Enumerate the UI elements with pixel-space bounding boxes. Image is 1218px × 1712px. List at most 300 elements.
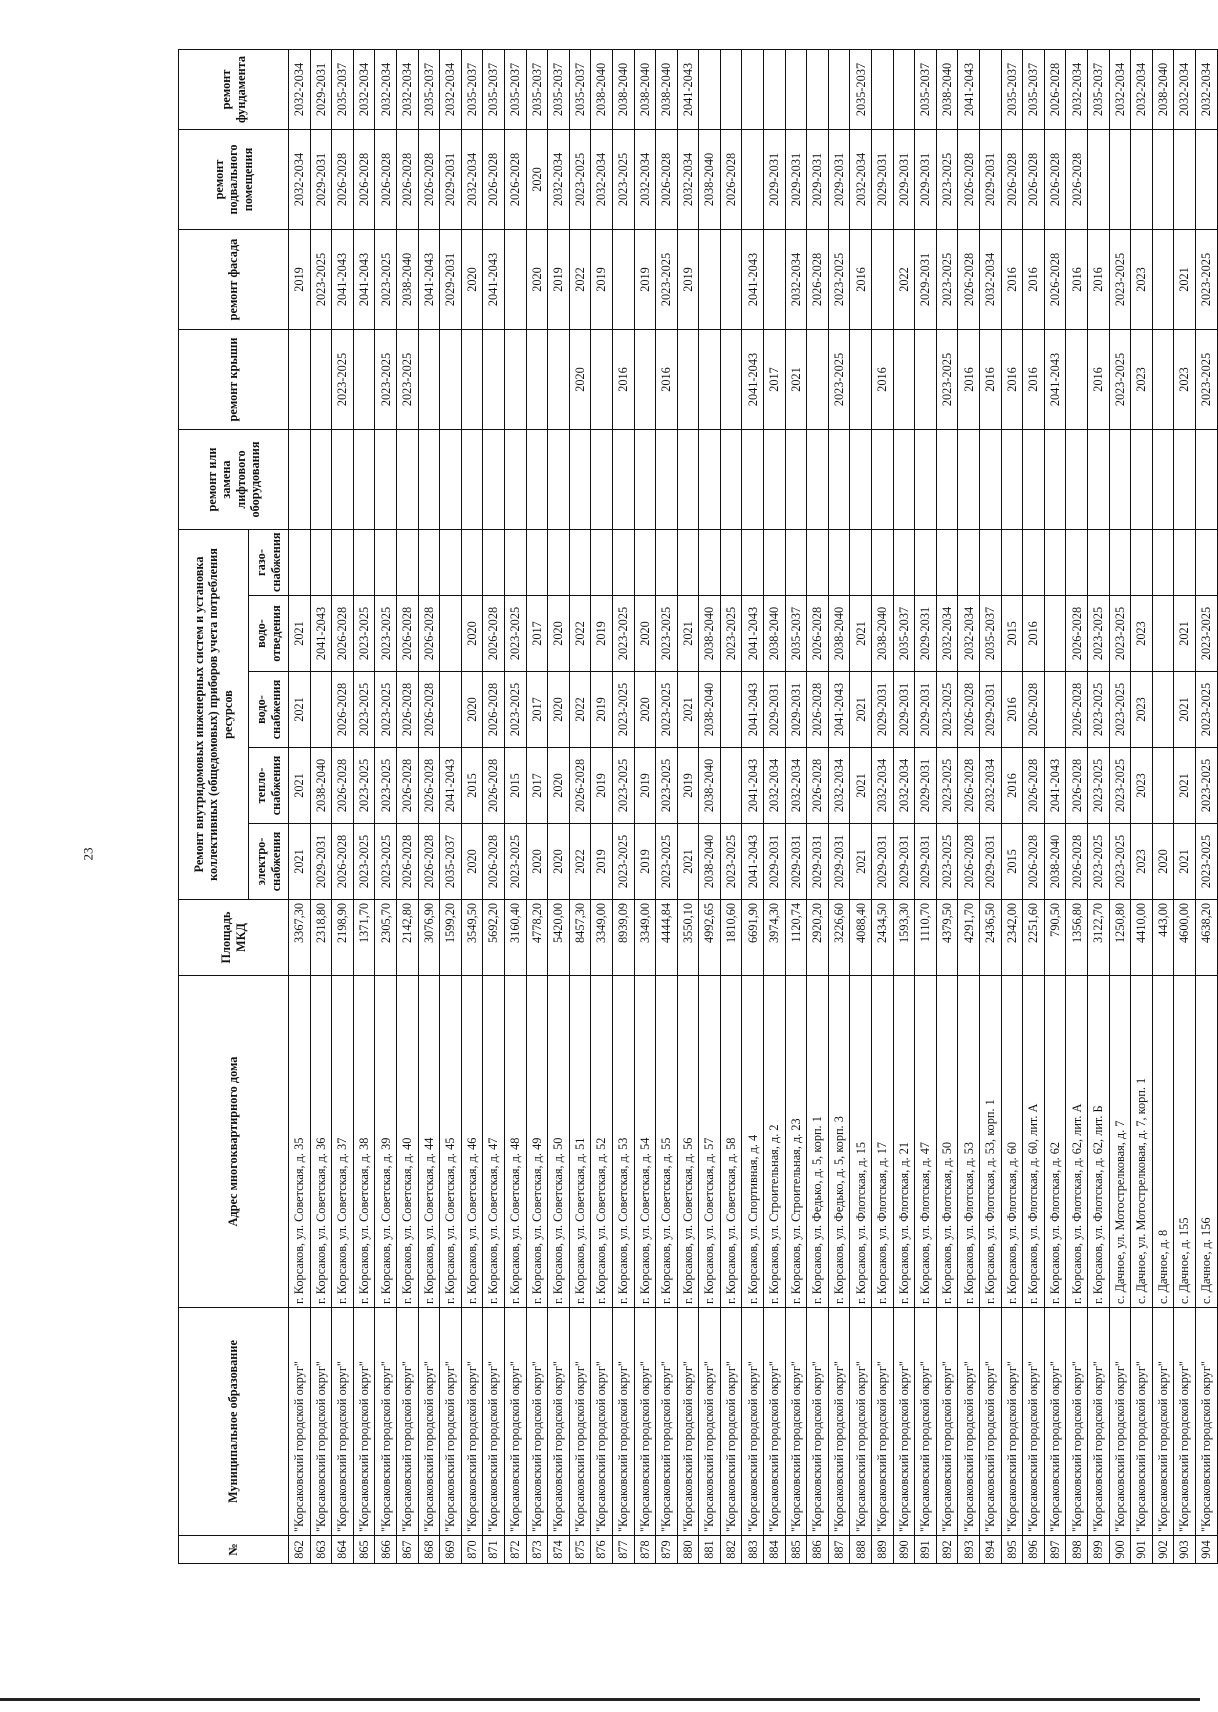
header-municipality: Муниципальное образование xyxy=(179,1308,289,1536)
municipality-cell: "Корсаковский городской округ" xyxy=(807,1308,829,1536)
electricity-cell: 2026-2028 xyxy=(396,824,418,900)
row-num: 887 xyxy=(828,1536,850,1564)
row-num: 867 xyxy=(396,1536,418,1564)
row-num: 897 xyxy=(1044,1536,1066,1564)
foundation-cell: 2041-2043 xyxy=(958,50,980,130)
table-row xyxy=(591,50,613,1564)
table-row xyxy=(1131,50,1153,1564)
foundation-cell: 2035-2037 xyxy=(483,50,505,130)
gas-cell xyxy=(569,530,591,596)
address-cell: г. Корсаков, ул. Флотская, д. 62, лит. А xyxy=(1066,976,1088,1308)
elevator-cell xyxy=(1087,430,1109,530)
gas-cell xyxy=(483,530,505,596)
municipality-cell: "Корсаковский городской округ" xyxy=(1174,1308,1196,1536)
municipality-cell: "Корсаковский городской округ" xyxy=(980,1308,1002,1536)
roof-cell: 2023-2025 xyxy=(828,330,850,430)
heating-cell: 2021 xyxy=(850,748,872,824)
basement-cell: 2026-2028 xyxy=(504,130,526,230)
row-num: 862 xyxy=(289,1536,311,1564)
address-cell: г. Корсаков, ул. Советская, д. 56 xyxy=(677,976,699,1308)
foundation-cell xyxy=(872,50,894,130)
repair-schedule-table xyxy=(178,49,1218,1564)
facade-cell: 2020 xyxy=(526,230,548,330)
basement-cell: 2029-2031 xyxy=(893,130,915,230)
elevator-cell xyxy=(828,430,850,530)
sewerage-cell: 2038-2040 xyxy=(699,596,721,672)
municipality-cell: "Корсаковский городской округ" xyxy=(1087,1308,1109,1536)
address-cell: г. Корсаков, ул. Флотская, д. 60, лит. А xyxy=(1023,976,1045,1308)
address-cell: г. Корсаков, ул. Советская, д. 36 xyxy=(310,976,332,1308)
header-facade: ремонт фасада xyxy=(179,230,289,330)
row-num: 868 xyxy=(418,1536,440,1564)
row-num: 863 xyxy=(310,1536,332,1564)
municipality-cell: "Корсаковский городской округ" xyxy=(353,1308,375,1536)
heating-cell: 2015 xyxy=(504,748,526,824)
facade-cell: 2020 xyxy=(461,230,483,330)
area-cell: 1250,80 xyxy=(1109,900,1131,976)
table-row xyxy=(1152,50,1174,1564)
table-row xyxy=(310,50,332,1564)
foundation-cell: 2035-2037 xyxy=(332,50,354,130)
row-num: 893 xyxy=(958,1536,980,1564)
heating-cell: 2019 xyxy=(634,748,656,824)
water-cell: 2041-2043 xyxy=(828,672,850,748)
electricity-cell: 2021 xyxy=(677,824,699,900)
water-cell: 2017 xyxy=(526,672,548,748)
water-cell xyxy=(1044,672,1066,748)
table-row xyxy=(483,50,505,1564)
roof-cell: 2023 xyxy=(1131,330,1153,430)
facade-cell: 2032-2034 xyxy=(785,230,807,330)
address-cell: г. Корсаков, ул. Советская, д. 46 xyxy=(461,976,483,1308)
municipality-cell: "Корсаковский городской округ" xyxy=(1131,1308,1153,1536)
area-cell: 3226,60 xyxy=(828,900,850,976)
table-row xyxy=(742,50,764,1564)
area-cell: 443,00 xyxy=(1152,900,1174,976)
basement-cell: 2026-2028 xyxy=(1023,130,1045,230)
sewerage-cell: 2023-2025 xyxy=(1195,596,1217,672)
basement-cell: 2029-2031 xyxy=(440,130,462,230)
electricity-cell: 2022 xyxy=(569,824,591,900)
facade-cell: 2023-2025 xyxy=(1109,230,1131,330)
table-row xyxy=(1109,50,1131,1564)
gas-cell xyxy=(742,530,764,596)
table-row xyxy=(958,50,980,1564)
row-num: 875 xyxy=(569,1536,591,1564)
electricity-cell: 2023-2025 xyxy=(504,824,526,900)
basement-cell: 2029-2031 xyxy=(828,130,850,230)
address-cell: г. Корсаков, ул. Флотская, д. 50 xyxy=(936,976,958,1308)
area-cell: 3549,50 xyxy=(461,900,483,976)
heating-cell: 2041-2043 xyxy=(1044,748,1066,824)
electricity-cell: 2019 xyxy=(634,824,656,900)
gas-cell xyxy=(980,530,1002,596)
facade-cell: 2041-2043 xyxy=(483,230,505,330)
address-cell: г. Корсаков, ул. Федько, д. 5, корп. 3 xyxy=(828,976,850,1308)
sewerage-cell: 2041-2043 xyxy=(742,596,764,672)
water-cell: 2022 xyxy=(569,672,591,748)
municipality-cell: "Корсаковский городской округ" xyxy=(504,1308,526,1536)
address-cell: г. Корсаков, ул. Флотская, д. 53 xyxy=(958,976,980,1308)
basement-cell: 2026-2028 xyxy=(656,130,678,230)
address-cell: с. Дачное, ул. Мотострелковая, д. 7, корп. 1 xyxy=(1131,976,1153,1308)
row-num: 878 xyxy=(634,1536,656,1564)
area-cell: 1110,70 xyxy=(915,900,937,976)
sewerage-cell: 2023 xyxy=(1131,596,1153,672)
facade-cell: 2041-2043 xyxy=(332,230,354,330)
row-num: 864 xyxy=(332,1536,354,1564)
water-cell: 2020 xyxy=(634,672,656,748)
roof-cell: 2021 xyxy=(785,330,807,430)
gas-cell xyxy=(807,530,829,596)
foundation-cell: 2035-2037 xyxy=(1087,50,1109,130)
gas-cell xyxy=(612,530,634,596)
roof-cell: 2016 xyxy=(612,330,634,430)
facade-cell: 2016 xyxy=(1066,230,1088,330)
area-cell: 2434,50 xyxy=(872,900,894,976)
foundation-cell: 2035-2037 xyxy=(418,50,440,130)
electricity-cell: 2026-2028 xyxy=(1023,824,1045,900)
municipality-cell: "Корсаковский городской округ" xyxy=(418,1308,440,1536)
address-cell: г. Корсаков, ул. Флотская, д. 62, лит. Б xyxy=(1087,976,1109,1308)
gas-cell xyxy=(396,530,418,596)
page-number: 23 xyxy=(80,847,96,861)
elevator-cell xyxy=(1109,430,1131,530)
area-cell: 1371,70 xyxy=(353,900,375,976)
heating-cell: 2038-2040 xyxy=(699,748,721,824)
water-cell: 2016 xyxy=(1001,672,1023,748)
foundation-cell: 2032-2034 xyxy=(375,50,397,130)
table-row xyxy=(1174,50,1196,1564)
electricity-cell: 2035-2037 xyxy=(440,824,462,900)
row-num: 874 xyxy=(548,1536,570,1564)
row-num: 892 xyxy=(936,1536,958,1564)
table-row xyxy=(677,50,699,1564)
electricity-cell: 2023 xyxy=(1131,824,1153,900)
elevator-cell xyxy=(612,430,634,530)
elevator-cell xyxy=(591,430,613,530)
address-cell: г. Корсаков, ул. Советская, д. 39 xyxy=(375,976,397,1308)
elevator-cell xyxy=(677,430,699,530)
basement-cell: 2026-2028 xyxy=(353,130,375,230)
heating-cell: 2026-2028 xyxy=(332,748,354,824)
basement-cell: 2026-2028 xyxy=(375,130,397,230)
basement-cell: 2032-2034 xyxy=(461,130,483,230)
water-cell: 2023-2025 xyxy=(656,672,678,748)
water-cell: 2026-2028 xyxy=(1023,672,1045,748)
area-cell: 4992,65 xyxy=(699,900,721,976)
roof-cell xyxy=(634,330,656,430)
roof-cell: 2023 xyxy=(1174,330,1196,430)
facade-cell: 2023 xyxy=(1131,230,1153,330)
water-cell: 2026-2028 xyxy=(332,672,354,748)
header-heating: тепло-снабжения xyxy=(249,748,289,824)
sewerage-cell: 2026-2028 xyxy=(483,596,505,672)
electricity-cell: 2029-2031 xyxy=(872,824,894,900)
foundation-cell: 2029-2031 xyxy=(310,50,332,130)
elevator-cell xyxy=(396,430,418,530)
water-cell: 2021 xyxy=(1174,672,1196,748)
sewerage-cell: 2026-2028 xyxy=(1066,596,1088,672)
area-cell: 1593,30 xyxy=(893,900,915,976)
basement-cell xyxy=(1152,130,1174,230)
foundation-cell xyxy=(720,50,742,130)
roof-cell: 2023-2025 xyxy=(396,330,418,430)
roof-cell xyxy=(677,330,699,430)
foundation-cell: 2032-2034 xyxy=(440,50,462,130)
facade-cell: 2038-2040 xyxy=(396,230,418,330)
municipality-cell: "Корсаковский городской округ" xyxy=(915,1308,937,1536)
gas-cell xyxy=(1023,530,1045,596)
row-num: 904 xyxy=(1195,1536,1217,1564)
heating-cell: 2019 xyxy=(591,748,613,824)
area-cell: 5692,20 xyxy=(483,900,505,976)
basement-cell: 2029-2031 xyxy=(807,130,829,230)
electricity-cell: 2023-2025 xyxy=(1087,824,1109,900)
roof-cell: 2023-2025 xyxy=(375,330,397,430)
address-cell: г. Корсаков, ул. Советская, д. 37 xyxy=(332,976,354,1308)
heating-cell: 2023-2025 xyxy=(1195,748,1217,824)
elevator-cell xyxy=(850,430,872,530)
roof-cell xyxy=(699,330,721,430)
table-row xyxy=(396,50,418,1564)
elevator-cell xyxy=(504,430,526,530)
electricity-cell: 2020 xyxy=(548,824,570,900)
water-cell: 2026-2028 xyxy=(483,672,505,748)
electricity-cell: 2029-2031 xyxy=(785,824,807,900)
sewerage-cell: 2020 xyxy=(548,596,570,672)
electricity-cell: 2041-2043 xyxy=(742,824,764,900)
sewerage-cell xyxy=(440,596,462,672)
municipality-cell: "Корсаковский городской округ" xyxy=(634,1308,656,1536)
heating-cell: 2023-2025 xyxy=(1087,748,1109,824)
row-num: 866 xyxy=(375,1536,397,1564)
municipality-cell: "Корсаковский городской округ" xyxy=(591,1308,613,1536)
heating-cell: 2032-2034 xyxy=(828,748,850,824)
basement-cell: 2026-2028 xyxy=(720,130,742,230)
electricity-cell: 2020 xyxy=(461,824,483,900)
facade-cell: 2026-2028 xyxy=(807,230,829,330)
municipality-cell: "Корсаковский городской округ" xyxy=(1152,1308,1174,1536)
basement-cell: 2032-2034 xyxy=(289,130,311,230)
water-cell: 2021 xyxy=(289,672,311,748)
sewerage-cell: 2035-2037 xyxy=(893,596,915,672)
gas-cell xyxy=(504,530,526,596)
area-cell: 4778,20 xyxy=(526,900,548,976)
rotated-table-container xyxy=(178,50,1214,1564)
foundation-cell: 2035-2037 xyxy=(915,50,937,130)
elevator-cell xyxy=(289,430,311,530)
area-cell: 4291,70 xyxy=(958,900,980,976)
area-cell: 2436,50 xyxy=(980,900,1002,976)
area-cell: 2198,90 xyxy=(332,900,354,976)
roof-cell xyxy=(483,330,505,430)
facade-cell: 2029-2031 xyxy=(915,230,937,330)
municipality-cell: "Корсаковский городской округ" xyxy=(396,1308,418,1536)
heating-cell: 2038-2040 xyxy=(310,748,332,824)
roof-cell xyxy=(504,330,526,430)
heating-cell: 2041-2043 xyxy=(742,748,764,824)
facade-cell: 2029-2031 xyxy=(440,230,462,330)
elevator-cell xyxy=(1131,430,1153,530)
municipality-cell: "Корсаковский городской округ" xyxy=(461,1308,483,1536)
municipality-cell: "Корсаковский городской округ" xyxy=(850,1308,872,1536)
roof-cell xyxy=(461,330,483,430)
area-cell: 1599,20 xyxy=(440,900,462,976)
sewerage-cell: 2038-2040 xyxy=(764,596,786,672)
municipality-cell: "Корсаковский городской округ" xyxy=(612,1308,634,1536)
water-cell: 2038-2040 xyxy=(699,672,721,748)
water-cell: 2026-2028 xyxy=(807,672,829,748)
heating-cell: 2032-2034 xyxy=(785,748,807,824)
foundation-cell: 2038-2040 xyxy=(591,50,613,130)
basement-cell: 2026-2028 xyxy=(958,130,980,230)
table-row xyxy=(289,50,311,1564)
foundation-cell: 2038-2040 xyxy=(1152,50,1174,130)
water-cell: 2029-2031 xyxy=(893,672,915,748)
address-cell: г. Корсаков, ул. Федько, д. 5, корп. 1 xyxy=(807,976,829,1308)
elevator-cell xyxy=(634,430,656,530)
sewerage-cell: 2020 xyxy=(461,596,483,672)
facade-cell: 2016 xyxy=(1001,230,1023,330)
municipality-cell: "Корсаковский городской округ" xyxy=(1023,1308,1045,1536)
sewerage-cell: 2023-2025 xyxy=(612,596,634,672)
address-cell: г. Корсаков, ул. Флотская, д. 47 xyxy=(915,976,937,1308)
area-cell: 2318,80 xyxy=(310,900,332,976)
heating-cell: 2023-2025 xyxy=(1109,748,1131,824)
heating-cell: 2026-2028 xyxy=(483,748,505,824)
elevator-cell xyxy=(483,430,505,530)
sewerage-cell: 2026-2028 xyxy=(418,596,440,672)
municipality-cell: "Корсаковский городской округ" xyxy=(569,1308,591,1536)
water-cell: 2023-2025 xyxy=(612,672,634,748)
gas-cell xyxy=(375,530,397,596)
facade-cell: 2021 xyxy=(1174,230,1196,330)
gas-cell xyxy=(1152,530,1174,596)
basement-cell: 2026-2028 xyxy=(1001,130,1023,230)
area-cell: 2342,00 xyxy=(1001,900,1023,976)
facade-cell: 2019 xyxy=(548,230,570,330)
municipality-cell: "Корсаковский городской округ" xyxy=(936,1308,958,1536)
water-cell xyxy=(310,672,332,748)
table-row xyxy=(872,50,894,1564)
water-cell: 2023-2025 xyxy=(353,672,375,748)
foundation-cell xyxy=(828,50,850,130)
basement-cell: 2029-2031 xyxy=(310,130,332,230)
basement-cell: 2026-2028 xyxy=(332,130,354,230)
address-cell: г. Корсаков, ул. Советская, д. 49 xyxy=(526,976,548,1308)
table-row xyxy=(828,50,850,1564)
sewerage-cell: 2029-2031 xyxy=(915,596,937,672)
address-cell: г. Корсаков, ул. Флотская, д. 62 xyxy=(1044,976,1066,1308)
heating-cell: 2015 xyxy=(461,748,483,824)
electricity-cell: 2026-2028 xyxy=(1066,824,1088,900)
heating-cell: 2023-2025 xyxy=(375,748,397,824)
gas-cell xyxy=(548,530,570,596)
area-cell: 790,50 xyxy=(1044,900,1066,976)
municipality-cell: "Корсаковский городской округ" xyxy=(440,1308,462,1536)
area-cell: 2251,60 xyxy=(1023,900,1045,976)
heating-cell: 2026-2028 xyxy=(569,748,591,824)
row-num: 888 xyxy=(850,1536,872,1564)
area-cell: 4088,40 xyxy=(850,900,872,976)
gas-cell xyxy=(526,530,548,596)
table-row xyxy=(807,50,829,1564)
facade-cell: 2019 xyxy=(591,230,613,330)
facade-cell: 2016 xyxy=(1023,230,1045,330)
gas-cell xyxy=(699,530,721,596)
facade-cell: 2041-2043 xyxy=(353,230,375,330)
row-num: 865 xyxy=(353,1536,375,1564)
table-row xyxy=(785,50,807,1564)
facade-cell: 2016 xyxy=(850,230,872,330)
basement-cell: 2026-2028 xyxy=(483,130,505,230)
sewerage-cell: 2021 xyxy=(289,596,311,672)
table-row xyxy=(548,50,570,1564)
area-cell: 4410,00 xyxy=(1131,900,1153,976)
water-cell: 2020 xyxy=(461,672,483,748)
facade-cell xyxy=(764,230,786,330)
header-water: водо-снабжения xyxy=(249,672,289,748)
heating-cell: 2023 xyxy=(1131,748,1153,824)
water-cell: 2021 xyxy=(850,672,872,748)
facade-cell: 2019 xyxy=(289,230,311,330)
elevator-cell xyxy=(872,430,894,530)
table-row xyxy=(915,50,937,1564)
address-cell: г. Корсаков, ул. Советская, д. 55 xyxy=(656,976,678,1308)
municipality-cell: "Корсаковский городской округ" xyxy=(656,1308,678,1536)
row-num: 890 xyxy=(893,1536,915,1564)
row-num: 895 xyxy=(1001,1536,1023,1564)
electricity-cell: 2019 xyxy=(591,824,613,900)
municipality-cell: "Корсаковский городской округ" xyxy=(1195,1308,1217,1536)
table-row xyxy=(893,50,915,1564)
municipality-cell: "Корсаковский городской округ" xyxy=(483,1308,505,1536)
sewerage-cell: 2023-2025 xyxy=(353,596,375,672)
electricity-cell: 2026-2028 xyxy=(332,824,354,900)
row-num: 896 xyxy=(1023,1536,1045,1564)
electricity-cell: 2029-2031 xyxy=(980,824,1002,900)
area-cell: 3974,30 xyxy=(764,900,786,976)
elevator-cell xyxy=(526,430,548,530)
row-num: 882 xyxy=(720,1536,742,1564)
area-cell: 4638,20 xyxy=(1195,900,1217,976)
elevator-cell xyxy=(332,430,354,530)
roof-cell: 2016 xyxy=(656,330,678,430)
electricity-cell: 2015 xyxy=(1001,824,1023,900)
foundation-cell: 2035-2037 xyxy=(850,50,872,130)
facade-cell: 2026-2028 xyxy=(1044,230,1066,330)
area-cell: 3122,70 xyxy=(1087,900,1109,976)
sewerage-cell xyxy=(1152,596,1174,672)
electricity-cell: 2023-2025 xyxy=(375,824,397,900)
table-row xyxy=(980,50,1002,1564)
elevator-cell xyxy=(1023,430,1045,530)
heating-cell: 2026-2028 xyxy=(1023,748,1045,824)
sewerage-cell: 2017 xyxy=(526,596,548,672)
water-cell: 2029-2031 xyxy=(915,672,937,748)
roof-cell xyxy=(526,330,548,430)
gas-cell xyxy=(1087,530,1109,596)
gas-cell xyxy=(850,530,872,596)
row-num: 894 xyxy=(980,1536,1002,1564)
address-cell: г. Корсаков, ул. Советская, д. 48 xyxy=(504,976,526,1308)
heating-cell: 2016 xyxy=(1001,748,1023,824)
sewerage-cell: 2023-2025 xyxy=(1109,596,1131,672)
address-cell: г. Корсаков, ул. Советская, д. 57 xyxy=(699,976,721,1308)
roof-cell: 2023-2025 xyxy=(1195,330,1217,430)
electricity-cell: 2023-2025 xyxy=(353,824,375,900)
